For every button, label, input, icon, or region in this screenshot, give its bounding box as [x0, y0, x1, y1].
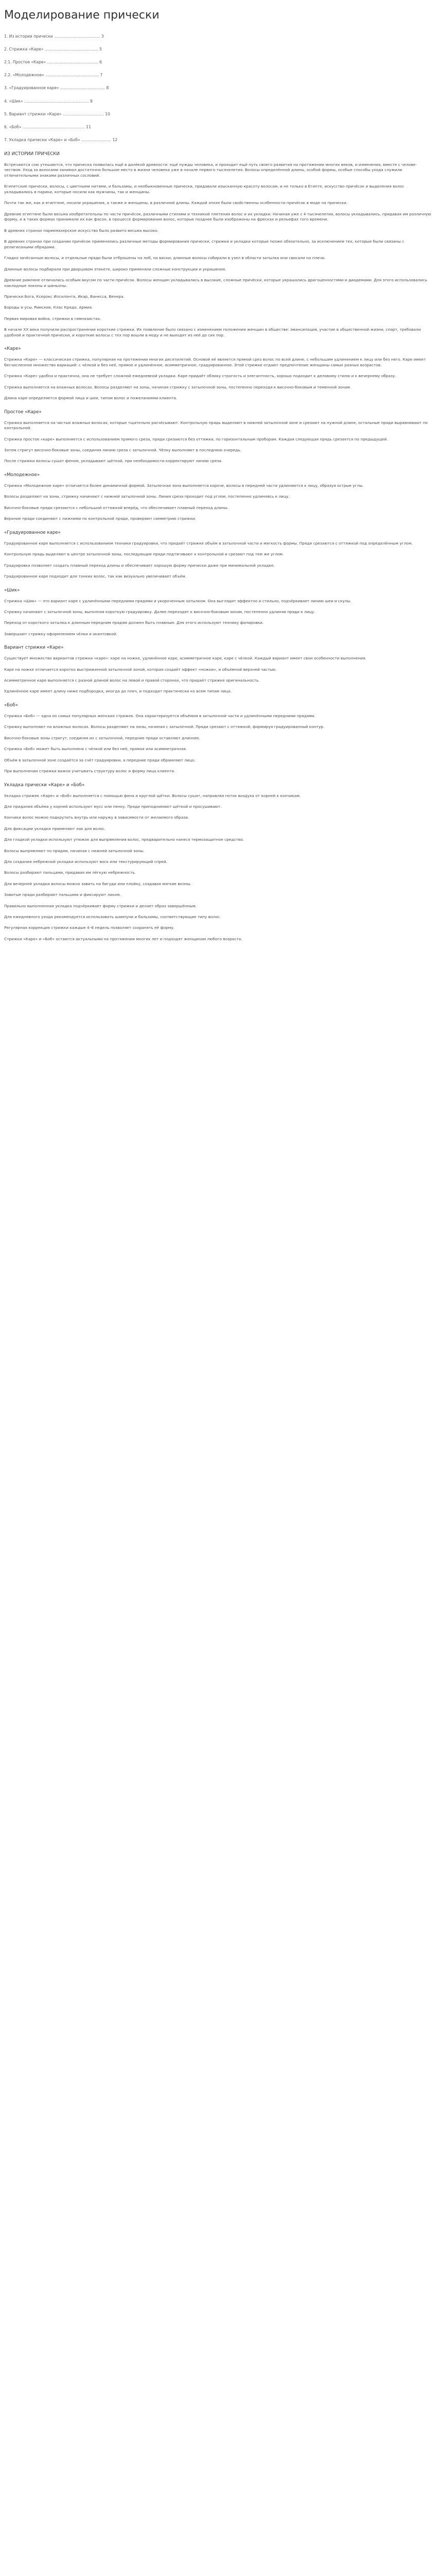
- paragraph: Завитые пряди разбирают пальцами и фиксируют лаком.: [4, 892, 121, 897]
- paragraph: Градуированное каре подходит для тонких волос, так как визуально увеличивает объём.: [4, 573, 186, 579]
- paragraph: Волосы выпрямляют по прядям, начиная с нижней затылочной зоны.: [4, 848, 145, 853]
- paragraph: Объём в затылочной зоне создаётся за счёт градуировки, а передние пряди обрамляют лицо.: [4, 757, 196, 762]
- paragraph: Контрольную прядь выделяют в центре затылочной зоны, последующие пряди подтягивают к контрольной и срезают под тем же углом.: [4, 552, 284, 557]
- paragraph: Для гладкой укладки используют утюжок для выпрямления волос, предварительно нанеся термозащитное средство.: [4, 837, 245, 842]
- section-heading: ИЗ ИСТОРИИ ПРИЧЕСКИ: [4, 151, 60, 157]
- toc-item: [4, 125, 432, 130]
- paragraph: Стрижка выполняется на чистых влажных волосах, которые тщательно расчёсывают. Контрольную прядь выделяют в нижней затылочной зоне и срезают на нужной длине, остальные пряди выравнивают по контрольной.: [4, 420, 428, 431]
- toc-item: [4, 34, 432, 40]
- paragraph: Стрижка «Молодежное каре» отличается более динамичной формой. Затылочная зона выполняется короче, волосы в передней части удлиняются к лицу, образуя острые углы.: [4, 483, 364, 488]
- paragraph: Завершают стрижку оформлением чёлки и окантовкой.: [4, 631, 117, 636]
- paragraph: Древние римляне отличались особым вкусом по части причёсок. Волосы женщин укладывались в высокие, сложные причёски, которые украшались драгоценностями и диадемами. Для этого использовались накладные локоны и шиньоны.: [4, 277, 427, 288]
- paragraph: Почти так же, как и египтяне, носили украшения, а также и женщины, в различной длины. Каждой эпохе были свойственны особенности причёсок в моде на прически.: [4, 200, 347, 206]
- document-body: [4, 151, 432, 942]
- paragraph: Стрижка «Боб» — одна из самых популярных женских стрижек. Она характеризуется объёмом в затылочной части и удлинёнными передними прядями.: [4, 714, 316, 719]
- paragraph: Волосы разделяют на зоны, стрижку начинают с нижней затылочной зоны. Линия среза проходит под углом, постепенно удлиняясь к лицу.: [4, 494, 290, 499]
- paragraph: Стрижка «Шик» — это вариант каре с удлинёнными передними прядями и укороченным затылком. Она выглядит эффектно и стильно, подчёркивает линию шеи и скулы.: [4, 598, 352, 603]
- paragraph: Для вечерней укладки волосы можно завить на бигуди или плойку, создавая мягкие волны.: [4, 881, 191, 886]
- paragraph: Затем стригут височно-боковые зоны, соединяя линию среза с затылочной. Чёлку выполняют в последнюю очередь.: [4, 448, 241, 452]
- paragraph: Правильно выполненная укладка подчёркивает форму стрижки и делает образ завершённым.: [4, 903, 197, 908]
- paragraph: В древних странах парикмахерское искусство было развито весьма высоко.: [4, 228, 159, 233]
- paragraph: Для фиксации укладки применяют лак для волос.: [4, 826, 106, 831]
- paragraph: Височно-боковые зоны стригут, соединяя их с затылочной, передние пряди оставляют длиннее.: [4, 735, 200, 740]
- paragraph: Для создания небрежной укладки используют воск или текстурирующий спрей.: [4, 859, 167, 864]
- paragraph: Встречаются сою утешаются, что прическа появилась ещё в далёкой древности: ещё нужды человека, и проходит ещё путь своего развития на протяжении многих веков, и изменения, вместе с человечеством. Уход за волосами занимал достаточно большое место в жизни человека уже в начале первого тысячелетия. Волосы определённой длины, особой формы, особые способы ухода служили отличительными знаками различных сословий.: [4, 162, 417, 178]
- section-heading: «Градуированное каре»: [4, 530, 61, 535]
- paragraph: Градуированное каре выполняется с использованием техники градуировки, что придаёт стрижке объём в затылочной части и мягкость формы. Пряди срезаются с оттяжкой под определённым углом.: [4, 540, 413, 546]
- paragraph: Асимметричное каре выполняется с разной длиной волос на левой и правой сторонах, что придаёт стрижке оригинальность.: [4, 678, 260, 683]
- paragraph: Стрижку начинают с затылочной зоны, выполняя короткую градуировку. Далее переходят к височно-боковым зонам, постепенно удлиняя пряди к лицу.: [4, 609, 316, 614]
- paragraph: Волосы разбирают пальцами, придавая им лёгкую небрежность.: [4, 870, 136, 875]
- paragraph: Стрижка «Каре» удобна и практична, она не требует сложной ежедневной укладки. Каре придаёт облику строгость и элегантность, хорошо подходит к деловому стилю и к вечернему образу.: [4, 374, 396, 379]
- toc-item: [4, 73, 432, 78]
- paragraph: Первая мировая война, стрижки в гимназистах.: [4, 316, 101, 321]
- paragraph: Прически Бога, Ксерокс Ипсилонта, Икар, Ванесса, Венера.: [4, 294, 125, 299]
- paragraph: Верхние пряди соединяют с нижними по контрольной пряди, проверяют симметрию стрижки.: [4, 516, 196, 521]
- toc-link[interactable]: 2.2. «Молодежное» ........................................... 7: [4, 73, 103, 78]
- toc-link[interactable]: 2. Стрижка «Каре» ........................................... 5: [4, 46, 102, 52]
- paragraph: Стрижки «Каре» и «Боб» остаются актуальными на протяжении многих лет и подходят женщинам любого возраста.: [4, 936, 242, 941]
- toc-link[interactable]: 3. «Градуированное каре» .................................... 8: [4, 86, 109, 91]
- paragraph: Для ежедневного ухода рекомендуется использовать шампуни и бальзамы, соответствующие типу волос.: [4, 914, 221, 919]
- paragraph: Стрижка простое «каре» выполняется с использованием прямого среза, пряди срезаются без оттяжки, по горизонтальным проборам. Каждая следующая прядь срезается по предыдущей.: [4, 436, 388, 442]
- paragraph: Градуировка позволяет создать плавный переход длины и обеспечивает хорошую форму прически даже при минимальной укладке.: [4, 563, 275, 568]
- paragraph: Кончики волос можно подкрутить внутрь или наружу в зависимости от желаемого образа.: [4, 815, 189, 820]
- paragraph: Стрижка выполняется на влажных волосах. Волосы разделяют на зоны, начиная стрижку с затылочной зоны, постепенно переходя к височно-боковым и теменной зонам.: [4, 384, 352, 389]
- section-heading: Вариант стрижки «Каре»: [4, 645, 64, 651]
- section-heading: Укладка прически «Каре» и «Боб»: [4, 782, 85, 788]
- paragraph: Стрижку выполняют на влажных волосах. Волосы разделяют на зоны, начиная с затылочной. Пряди срезают с оттяжкой, формируя градуированный контур.: [4, 724, 325, 730]
- paragraph: После стрижки волосы сушат феном, укладывают щёткой, при необходимости корректируют линию среза.: [4, 459, 223, 464]
- document-page: [0, 0, 436, 963]
- toc-link[interactable]: 4. «Шик» .................................................... 9: [4, 98, 93, 104]
- paragraph: Для придания объёма у корней используют мусс или пенку. Пряди приподнимают щёткой и просушивают.: [4, 804, 222, 809]
- paragraph: Существует множество вариантов стрижки «каре»: каре на ножке, удлинённое каре, асимметричное каре, каре с чёлкой. Каждый вариант имеет свои особенности выполнения.: [4, 656, 367, 661]
- section-heading: «Шик»: [4, 587, 20, 593]
- paragraph: Каре на ножке отличается коротко выстриженной затылочной зоной, которая создаёт эффект «ножки», и объёмной верхней частью.: [4, 667, 277, 672]
- toc-item: [4, 60, 432, 65]
- toc-item: [4, 112, 432, 117]
- paragraph: Удлинённое каре имеет длину ниже подбородка, иногда до плеч, и подходит практически ко всем типам лица.: [4, 689, 232, 694]
- toc-item: [4, 138, 432, 143]
- paragraph: Длинные волосы подбирали при дворцовом этикете, широко применяли сложные конструкции и украшения.: [4, 266, 226, 272]
- toc-link[interactable]: 5. Вариант стрижки «Каре» ................................. 10: [4, 111, 110, 116]
- paragraph: При выполнении стрижки важно учитывать структуру волос и форму лица клиента.: [4, 769, 176, 773]
- paragraph: В начале XX века получили распространение короткие стрижки. Их появление было связано с изменением положения женщин в обществе: эмансипация, участие в общественной жизни, спорт, требовали удобной и практичной прически, и короткие волосы с тех пор вошли в моду и не выходят из неё до сих пор.: [4, 327, 421, 337]
- toc-link[interactable]: 2.1. Простое «Каре» ......................................... 6: [4, 59, 102, 64]
- toc-item: [4, 86, 432, 91]
- paragraph: Регулярная коррекция стрижки каждые 4–6 недель позволяет сохранять её форму.: [4, 925, 175, 930]
- page-title: Моделирование прически: [4, 9, 160, 22]
- paragraph: Бороды и усы, Римские, Клас Кредо, Армия.: [4, 305, 93, 310]
- paragraph: Укладка стрижек «Каре» и «Боб» выполняется с помощью фена и круглой щётки. Волосы сушат, направляя поток воздуха от корней к кончикам.: [4, 793, 301, 798]
- paragraph: Древние египтяне были весьма изобретательны по части причёсок, различными стилями и техникой плетения волос и их укладки. Начиная уже с 4 тысячелетия, волосы укладывались, придавая им различную форму, и в таких формах принимали их как фасон, в процессе формирования волос, которые позднее были изображены на фресках и рельефах того времени.: [4, 211, 431, 222]
- toc-item: [4, 99, 432, 105]
- toc-link[interactable]: 6. «Боб» .................................................. 11: [4, 124, 91, 129]
- section-heading: «Боб»: [4, 703, 18, 708]
- toc-link[interactable]: 7. Укладка прически «Каре» и «Боб» ........................ 12: [4, 138, 118, 143]
- paragraph: Височно-боковые пряди срезаются с небольшой оттяжкой вперёд, что обеспечивает плавный переход длины.: [4, 505, 229, 510]
- section-heading: Простое «Каре»: [4, 409, 42, 415]
- toc-link[interactable]: 1. Из истории прически ..................................... 3: [4, 33, 104, 39]
- paragraph: Стрижка «Боб» может быть выполнена с чёлкой или без неё, прямая или асимметричная.: [4, 747, 187, 752]
- section-heading: «Молодежное»: [4, 472, 40, 478]
- paragraph: Гладко зачёсанные волосы, и отдельные пряди были отброшены на лоб, на виски; длинные волосы собирали в узел в области затылка или свисали на плечи.: [4, 256, 326, 261]
- paragraph: Переход от короткого затылка к длинным передним прядям должен быть плавным. Для этого используют технику филировки.: [4, 620, 264, 625]
- paragraph: Египетские прически, волосы, с цветными нитями, и бальзамы, и необыкновенные прически, придавали изысканную красоту волосам, и не только в Египте, искусство причёсок и выделения волос укладывались в парики, которые носили как мужчины, так и женщины.: [4, 184, 405, 194]
- paragraph: Длина каре определяется формой лица и шеи, типом волос и пожеланиями клиента.: [4, 396, 178, 401]
- paragraph: В древних странах при создании причёсок применялись различные методы формирования прически, стрижки и укладки которые позже обязательно, за исключением тех, которые были связаны с религиозными обрядами.: [4, 239, 405, 249]
- table-of-contents: [4, 34, 432, 143]
- paragraph: Стрижка «Каре» — классическая стрижка, популярная на протяжении многих десятилетий. Основой её является прямой срез волос по всей длине, с небольшим удлинением к лицу или без него. Каре имеет бесчисленное множество вариаций: с чёлкой и без неё, прямое и удлинённое, асимметричное, градуированное. Этой стрижке отдают предпочтение женщины самых разных возрастов.: [4, 357, 426, 367]
- section-heading: «Каре»: [4, 346, 21, 352]
- toc-item: [4, 47, 432, 53]
